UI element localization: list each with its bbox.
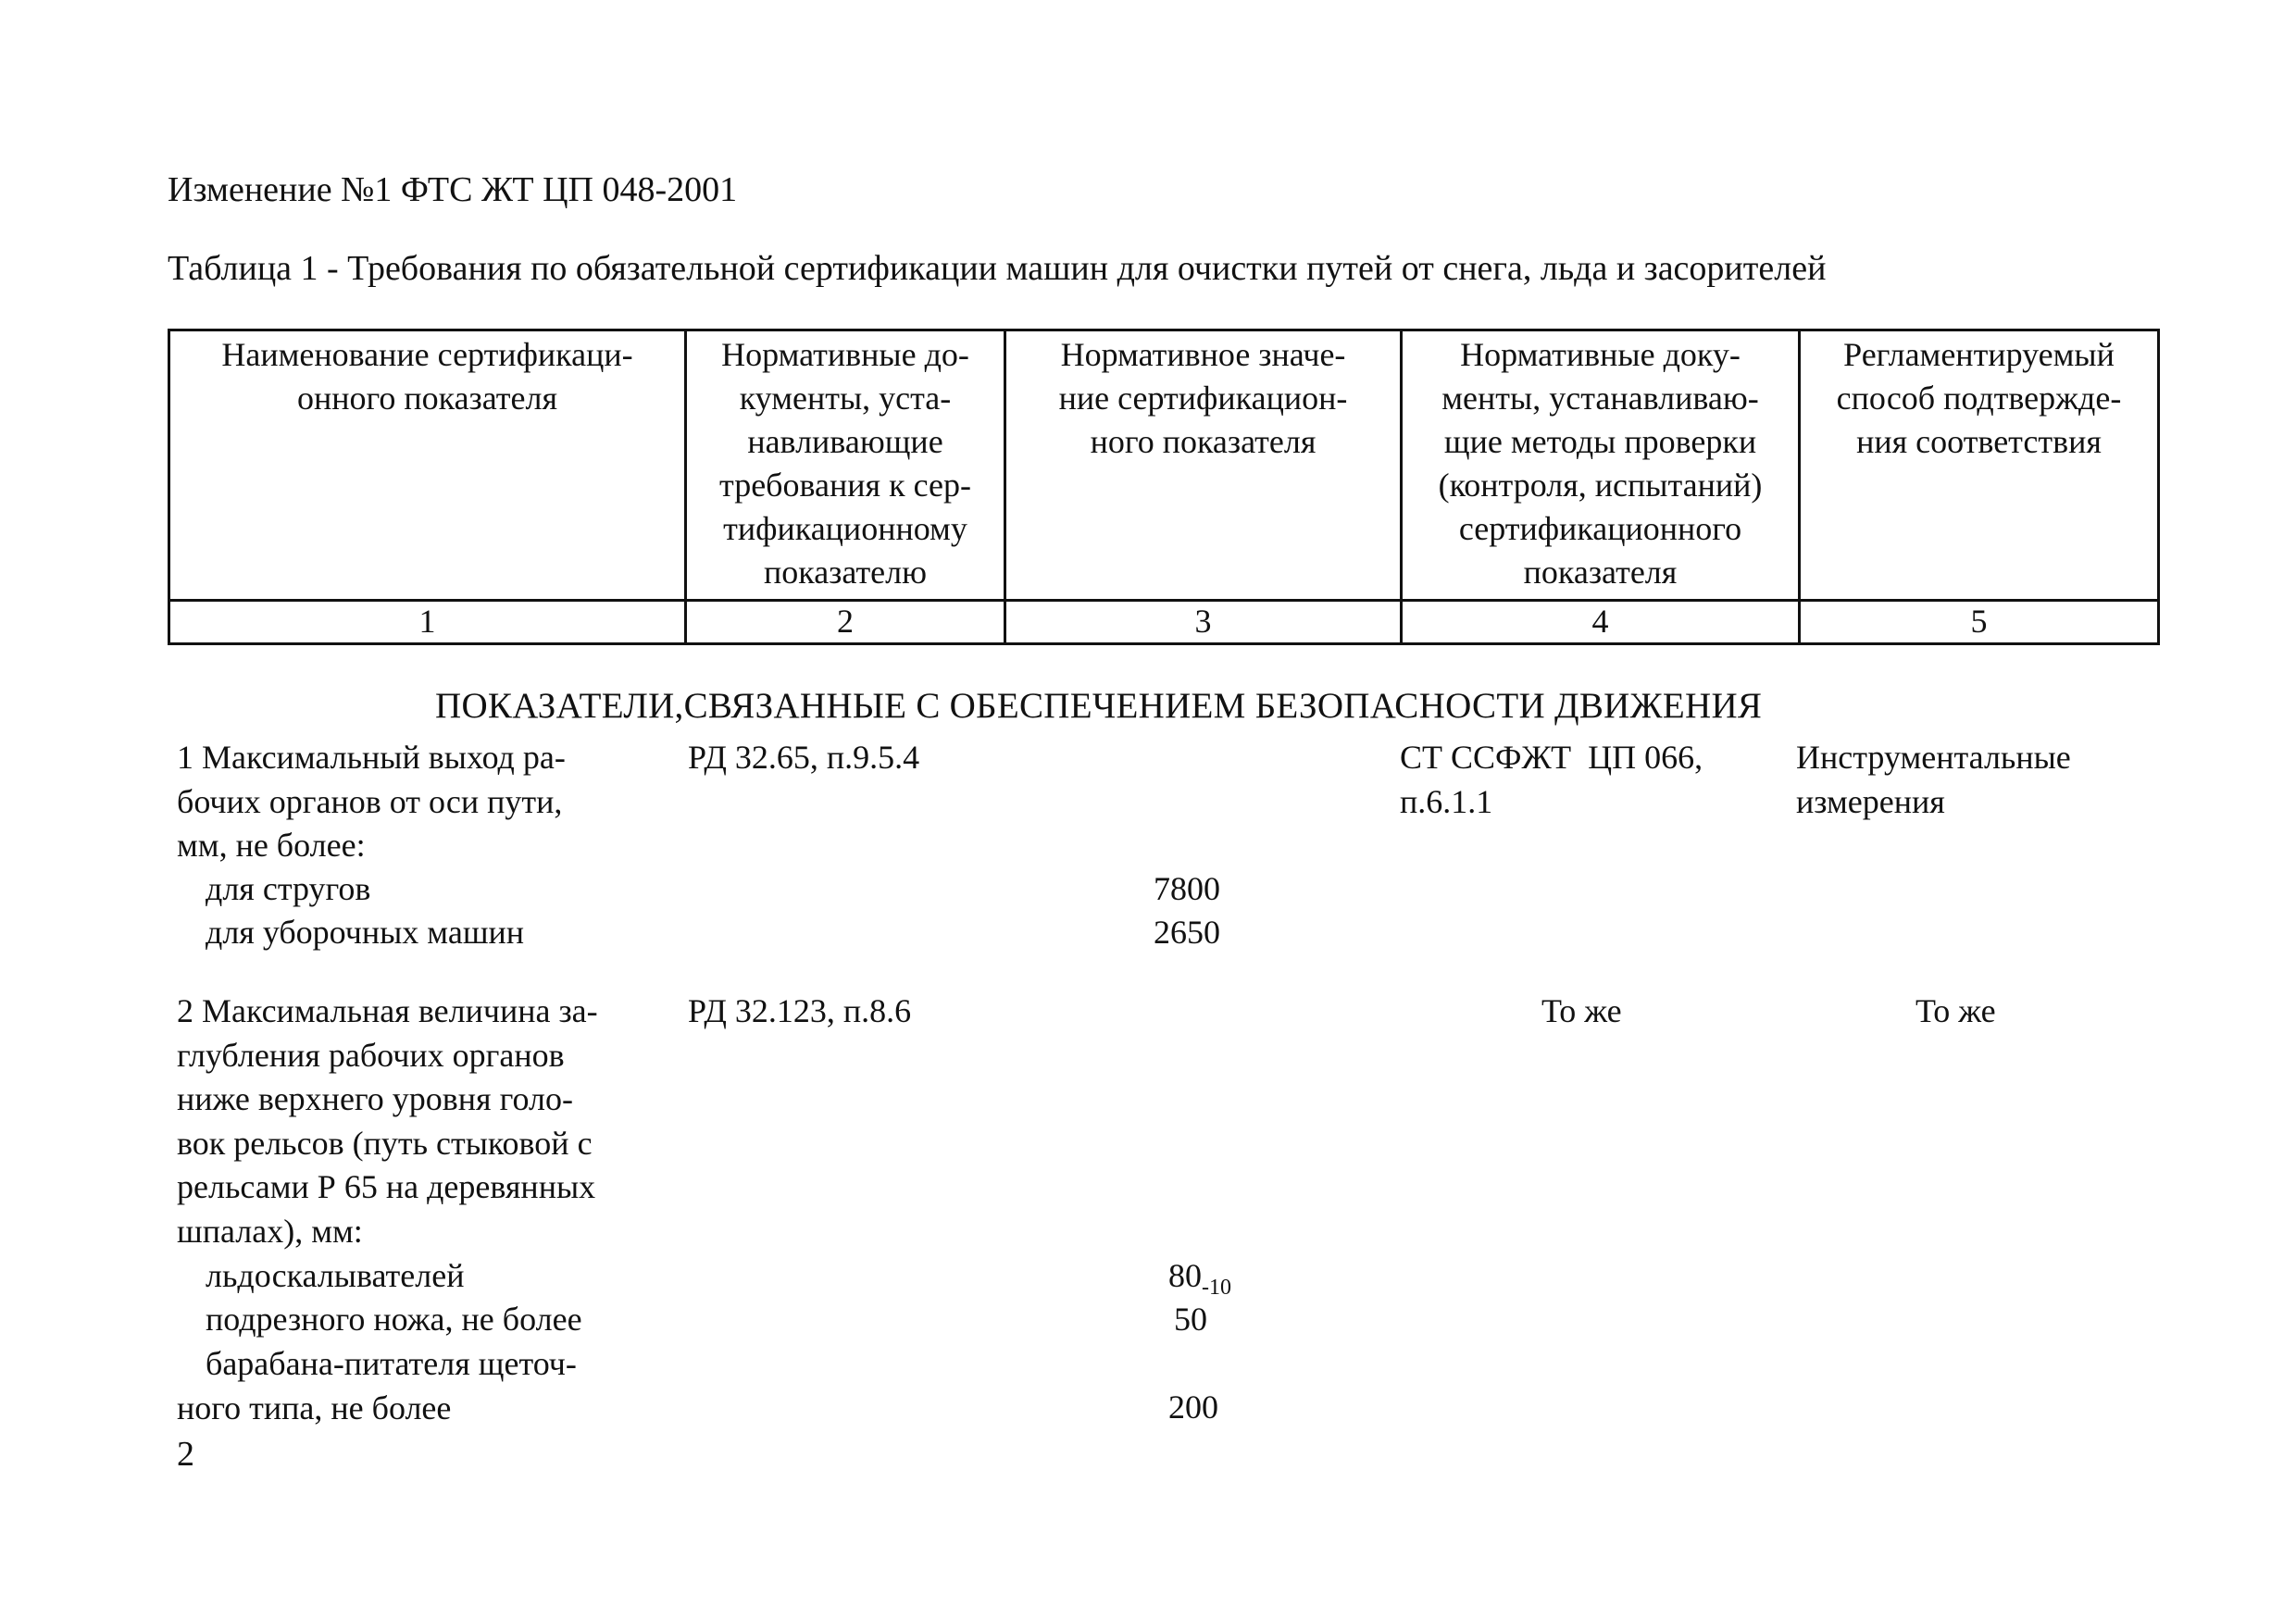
item-label: для уборочных машин (206, 914, 525, 951)
confirmation-method: То же (1915, 992, 1996, 1029)
item-value: 200 (1168, 1389, 1218, 1426)
normative-docs: РД 32.65, п.9.5.4 (688, 739, 920, 776)
column-header-2: Нормативные до- кументы, уста- навливающие требования к сер- тификационному показателю (686, 330, 1005, 601)
column-number-1: 1 (169, 601, 686, 644)
item-value: 50 (1174, 1301, 1207, 1338)
column-header-5: Регламентируемый способ подтвержде- ния соответствия (1800, 330, 2159, 601)
normative-docs: РД 32.123, п.8.6 (688, 992, 912, 1029)
table-caption: Таблица 1 - Требования по обязательной сертификации машин для очистки путей от снега, льда и засорителей (168, 249, 1827, 288)
item-value: 2650 (1154, 914, 1220, 951)
column-header-4: Нормативные доку- менты, устанавливаю- щие методы проверки (контроля, испытаний) сертификационного показателя (1402, 330, 1800, 601)
indicator-name: 1 Максимальный выход ра- бочих органов от оси пути, мм, не более: (177, 739, 566, 864)
column-number-4: 4 (1402, 601, 1800, 644)
method-docs: СТ ССФЖТ ЦП 066, п.6.1.1 (1400, 739, 1703, 820)
document-title: Изменение №1 ФТС ЖТ ЦП 048-2001 (168, 170, 738, 209)
item-label: льдоскалывателей (206, 1257, 465, 1294)
page-number: 2 (177, 1435, 194, 1474)
column-header-1: Наименование сертификаци- онного показателя (169, 330, 686, 601)
item-label-line: ного типа, не более (177, 1389, 452, 1426)
item-label-line: барабана-питателя щеточ- (206, 1345, 577, 1382)
column-header-3: Нормативное значе- ние сертификацион- ного показателя (1005, 330, 1402, 601)
column-number-3: 3 (1005, 601, 1402, 644)
item-label (177, 1342, 577, 1430)
column-number-5: 5 (1800, 601, 2159, 644)
item-label: для стругов (206, 870, 371, 907)
item-label: подрезного ножа, не более (206, 1301, 582, 1338)
item-value-main: 80 (1168, 1257, 1202, 1294)
confirmation-method: Инструментальные измерения (1796, 739, 2071, 820)
method-docs: То же (1541, 992, 1622, 1029)
item-value (1168, 1254, 1231, 1299)
indicator-name: 2 Максимальная величина за- глубления рабочих органов ниже верхнего уровня голо- вок рельсов (путь стыковой с рельсами Р 65 на деревянных шпалах), мм: (177, 992, 598, 1250)
column-number-2: 2 (686, 601, 1005, 644)
requirements-table-header (168, 329, 2160, 645)
section-heading: ПОКАЗАТЕЛИ,СВЯЗАННЫЕ С ОБЕСПЕЧЕНИЕМ БЕЗОПАСНОСТИ ДВИЖЕНИЯ (435, 686, 1763, 726)
item-value-tolerance: -10 (1202, 1276, 1231, 1300)
item-value: 7800 (1154, 870, 1220, 907)
